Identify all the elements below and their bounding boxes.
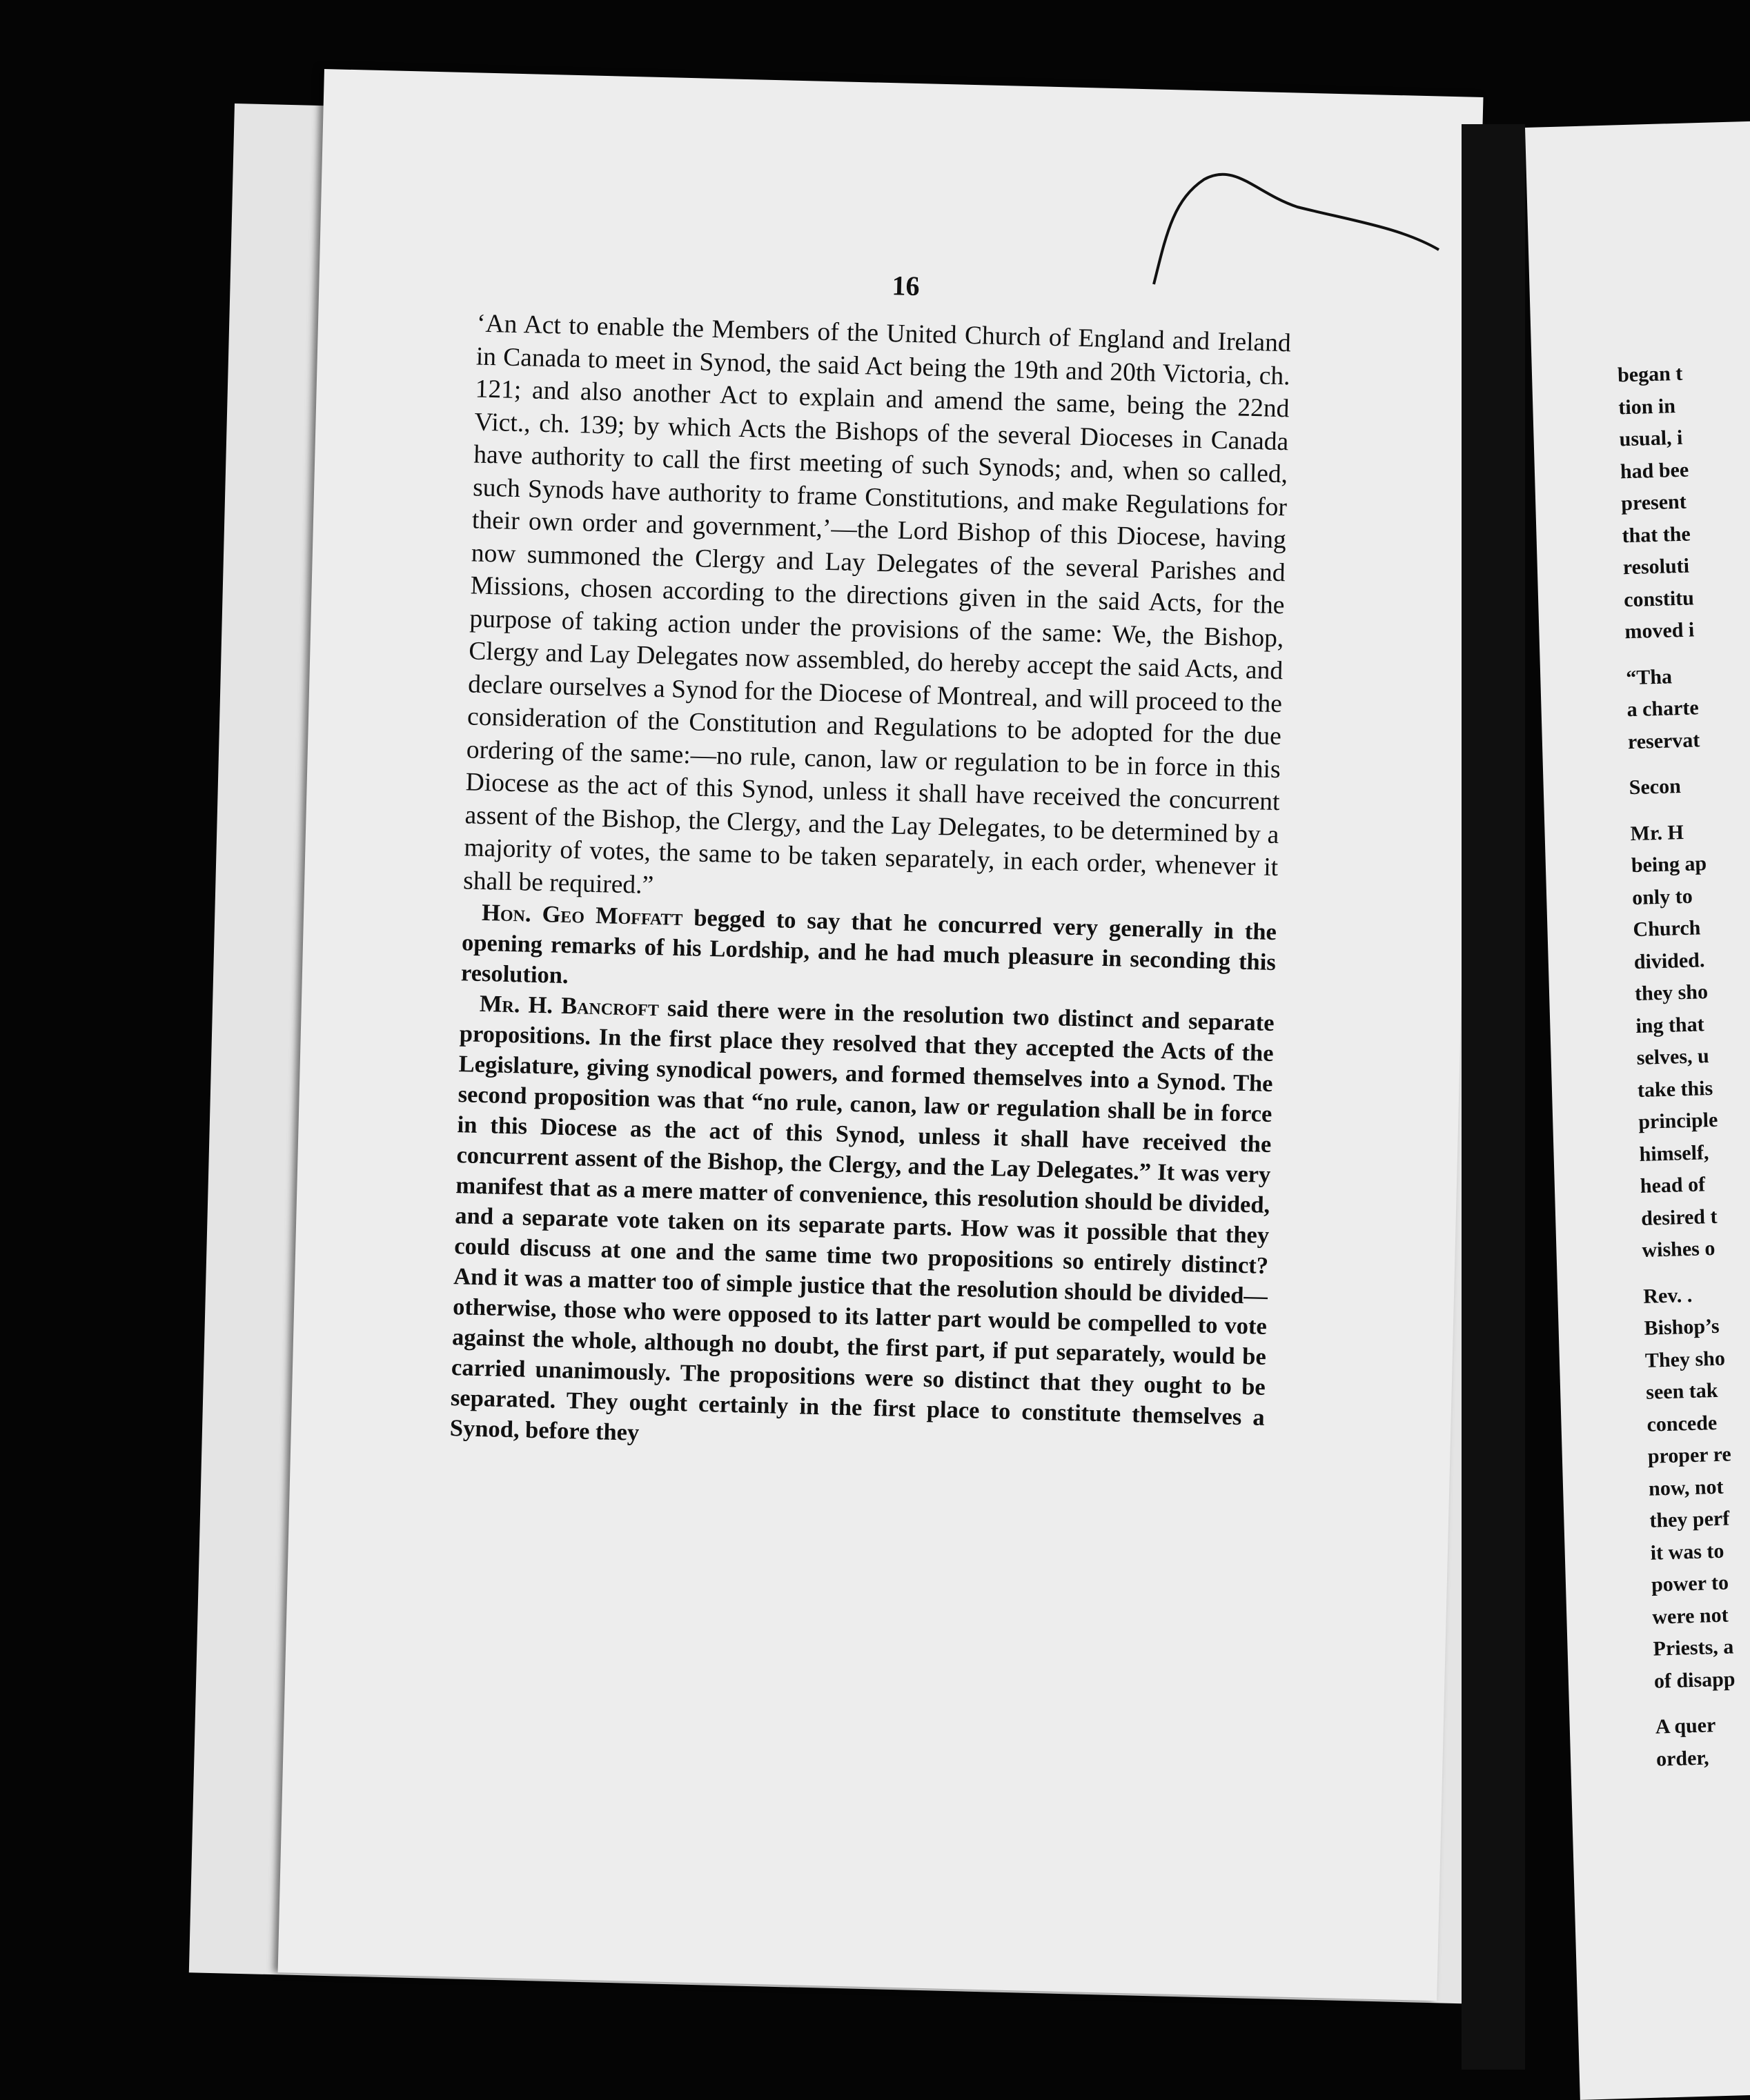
facing-line: They sho <box>1644 1347 1726 1372</box>
facing-line: it was to <box>1650 1539 1724 1565</box>
facing-line: head of <box>1640 1173 1706 1198</box>
facing-line: Bishop’s <box>1644 1314 1720 1340</box>
facing-line: Mr. H <box>1630 820 1684 845</box>
facing-line: they perf <box>1649 1507 1730 1532</box>
facing-line: divided. <box>1633 948 1705 973</box>
speaker-name: Hon. Geo Moffatt <box>481 899 683 931</box>
facing-line: had bee <box>1620 458 1689 483</box>
facing-line: seen tak <box>1645 1378 1718 1404</box>
facing-line: moved i <box>1624 618 1695 644</box>
facing-line: usual, i <box>1619 426 1683 451</box>
resolution-paragraph: ‘An Act to enable the Members of the United Church of England and Ireland in Canada to meet in Synod, the said Act being the 19th and 20th Victoria, ch. 121; and also another Act to explain and amend the same, being the 22nd Vict., ch. 139; by which Acts the Bishops of the several Dioceses in Canada have authority to call the first meeting of such Synods; and, when so called, such Synods have authority to frame Constitutions, and make Regulations for their own order and government,’—the Lord Bishop of this Diocese, having now summoned the Clergy and Lay Delegates of the several Parishes and Missions, chosen according to the directions given in the said Acts, for the purpose of taking action under the provisions of the same: We, the Bishop, Clergy and Lay Delegates now assembled, do hereby accept the said Acts, and declare ourselves a Synod for the Diocese of Montreal, and will proceed to the consideration of the Constitution and Regulations to be adopted for the due ordering of the same:—no rule, canon, law or regulation to be in force in this Diocese as the act of this Synod, unless it shall have received the concurrent assent of the Bishop, the Clergy, and the Lay Delegates, to be determined by a majority of votes, the same to be taken separately, in each order, whenever it shall be required.” <box>462 309 1292 900</box>
speaker-name: Mr. H. Bancroft <box>479 990 660 1022</box>
facing-line: being ap <box>1631 852 1707 878</box>
facing-line: a charte <box>1626 696 1700 722</box>
paragraph-text: begged to say that he concurred very generally in the opening remarks of his Lordship, and he had much pleasure in seconding this resolution. <box>460 904 1277 989</box>
facing-line: principle <box>1638 1108 1718 1133</box>
facing-line: reservat <box>1627 728 1700 753</box>
facing-line: Priests, a <box>1653 1635 1734 1661</box>
facing-line: Secon <box>1629 775 1682 800</box>
facing-line: resoluti <box>1622 554 1690 580</box>
page-number: 16 <box>892 270 921 302</box>
facing-line: selves, u <box>1636 1044 1710 1070</box>
facing-line: that the <box>1622 522 1691 547</box>
facing-line: power to <box>1651 1571 1729 1596</box>
facing-line: Church <box>1633 916 1701 942</box>
paragraph-text: said there were in the resolution two distinct and separate propositions. In the first place they resolved that they accepted the Acts of the Legislature, giving synodical powers, and formed themselves into a Synod. The second proposition was that “no rule, canon, law or regulation shall be in force in this Diocese as the act of this Synod, unless it shall have received the concurrent assent of the Bishop, the Clergy, and the Lay Delegates.” It was very manifest that as a mere matter of convenience, this resolution should be divided, and a separate vote taken on its separate parts. How was it possible that they could discuss at one and the same time two propositions so entirely distinct? And it was a matter too of simple justice that the resolution should be divided—otherwise, those who were opposed to its latter part would be compelled to vote against the whole, although no doubt, the first part, if put separately, would be carried unanimously. The propositions were so distinct that they ought to be separated. They ought certainly in the first place to constitute themselves a Synod, before they <box>449 995 1275 1446</box>
facing-line: of disapp <box>1653 1667 1736 1693</box>
facing-line: now, not <box>1648 1475 1724 1500</box>
facing-line: tion in <box>1618 394 1676 419</box>
facing-line: ing that <box>1635 1012 1705 1038</box>
facing-line: order, <box>1655 1745 1709 1771</box>
facing-line: Rev. . <box>1642 1283 1693 1308</box>
facing-line: desired t <box>1640 1205 1718 1230</box>
facing-line: constitu <box>1623 586 1695 611</box>
facing-line: wishes o <box>1642 1236 1715 1262</box>
facing-line: only to <box>1631 884 1693 909</box>
facing-line: they sho <box>1634 980 1709 1006</box>
facing-line: were not <box>1651 1603 1729 1629</box>
facing-line: A quer <box>1655 1714 1716 1739</box>
facing-line: proper re <box>1647 1443 1732 1468</box>
facing-line: present <box>1620 490 1687 515</box>
facing-line: “Tha <box>1625 664 1673 689</box>
facing-line: himself, <box>1639 1140 1709 1166</box>
facing-line: take this <box>1637 1076 1713 1102</box>
facing-line: began t <box>1617 361 1683 387</box>
facing-line: concede <box>1646 1411 1718 1436</box>
